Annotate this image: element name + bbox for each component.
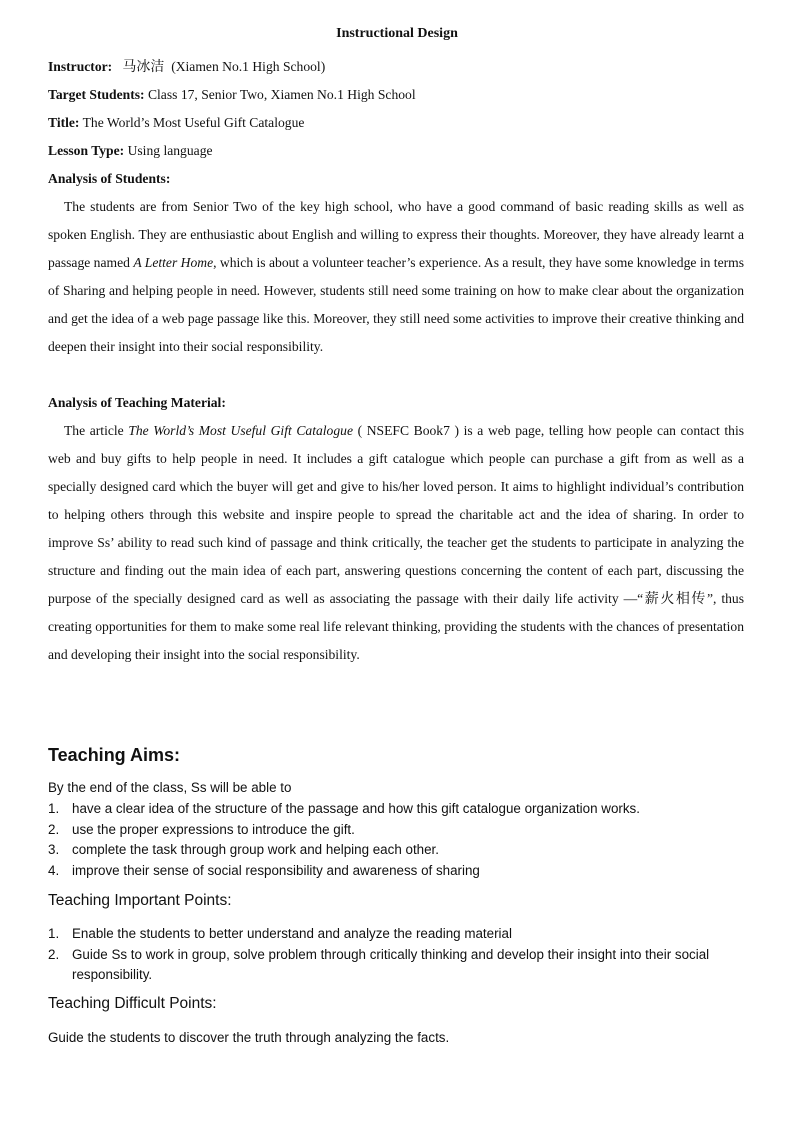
- analysis-material-heading: Analysis of Teaching Material:: [48, 395, 226, 410]
- teaching-aims-heading: Teaching Aims:: [48, 745, 181, 765]
- title-label: Title:: [48, 115, 80, 130]
- students-text-1: The students are from Senior Two of the key high school, who have a good command of basic reading skills as well as spoken English. They are enthusiastic about English and willing to express their thoughts. Moreover, they have already learnt a passage named: [48, 199, 744, 270]
- list-item: 2. use the proper expressions to introduce the gift.: [48, 821, 355, 837]
- difficult-points-text: Guide the students to discover the truth through analyzing the facts.: [48, 1030, 450, 1045]
- material-text-2: ( NSEFC Book7 ) is a web page, telling how people can contact this web and buy gifts to help people in need. It includes a gift catalogue which people can purchase a gift from as well as a specially designed card which the buyer will get and give to his/her loved person. It aims to highlight individual’s contribution to helping others through this website and inspire people to spread the charitable act and the idea of sharing. In order to improve Ss’ ability to read such kind of passage and think critically, the teacher get the students to participate in analyzing the structure and finding out the main idea of each part, answering questions concerning the content of each part, discussing the purpose of the specially designed card as well as associating the passage with their daily life activity —“: [48, 423, 745, 606]
- lesson-type-value: Using language: [127, 143, 213, 158]
- title-value: The World’s Most Useful Gift Catalogue: [82, 115, 305, 130]
- list-item: 2. Guide Ss to work in group, solve problem through critically thinking and develop their insight into their social responsibility.: [48, 946, 710, 982]
- instructor-label: Instructor:: [48, 59, 113, 74]
- target-students-line: [48, 86, 748, 104]
- instructor-school: (Xiamen No.1 High School): [171, 59, 326, 74]
- list-item: 4. improve their sense of social responsibility and awareness of sharing: [48, 862, 480, 878]
- material-text-cjk: 薪火相传: [643, 591, 707, 607]
- lesson-type-label: Lesson Type:: [48, 143, 125, 158]
- students-text-2: , which is about a volunteer teacher’s experience. As a result, they have some knowledge in terms of Sharing and helping people in need. However, students still need some training on how to make clear about the organization and get the idea of a web page passage like this. Moreover, they still need some activities to improve their creative thinking and deepen their insight into their social responsibility.: [48, 255, 744, 354]
- list-item: 3. complete the task through group work and helping each other.: [48, 842, 439, 857]
- target-students-label: Target Students:: [48, 87, 145, 102]
- analysis-students-paragraph: [48, 193, 744, 361]
- list-item: 1. Enable the students to better understand and analyze the reading material: [48, 926, 512, 941]
- students-text-italic: A Letter Home: [133, 255, 214, 270]
- important-points-heading: Teaching Important Points:: [48, 892, 232, 909]
- analysis-material-paragraph: [48, 417, 744, 669]
- instructor-line: [48, 58, 748, 76]
- important-points-list: [48, 924, 748, 986]
- analysis-students-heading: Analysis of Students:: [48, 171, 171, 186]
- list-item: 1. have a clear idea of the structure of the passage and how this gift catalogue organization works.: [48, 801, 640, 816]
- teaching-aims-list: [48, 799, 748, 881]
- material-text-italic: The World’s Most Useful Gift Catalogue: [128, 423, 353, 438]
- material-text-3: ”, thus creating opportunities for them to make some real life relevant thinking, providing the students with the chances of presentation and developing their insight into the social responsibility.: [48, 591, 745, 662]
- material-text-1: The article: [64, 423, 129, 438]
- difficult-points-heading: Teaching Difficult Points:: [48, 995, 217, 1012]
- document-title: Instructional Design: [336, 26, 458, 41]
- title-line: [48, 114, 748, 132]
- lesson-type-line: [48, 142, 748, 160]
- instructor-name: 马冰洁: [122, 59, 165, 75]
- teaching-aims-intro: By the end of the class, Ss will be able to: [48, 780, 292, 795]
- target-students-value: Class 17, Senior Two, Xiamen No.1 High School: [147, 87, 416, 102]
